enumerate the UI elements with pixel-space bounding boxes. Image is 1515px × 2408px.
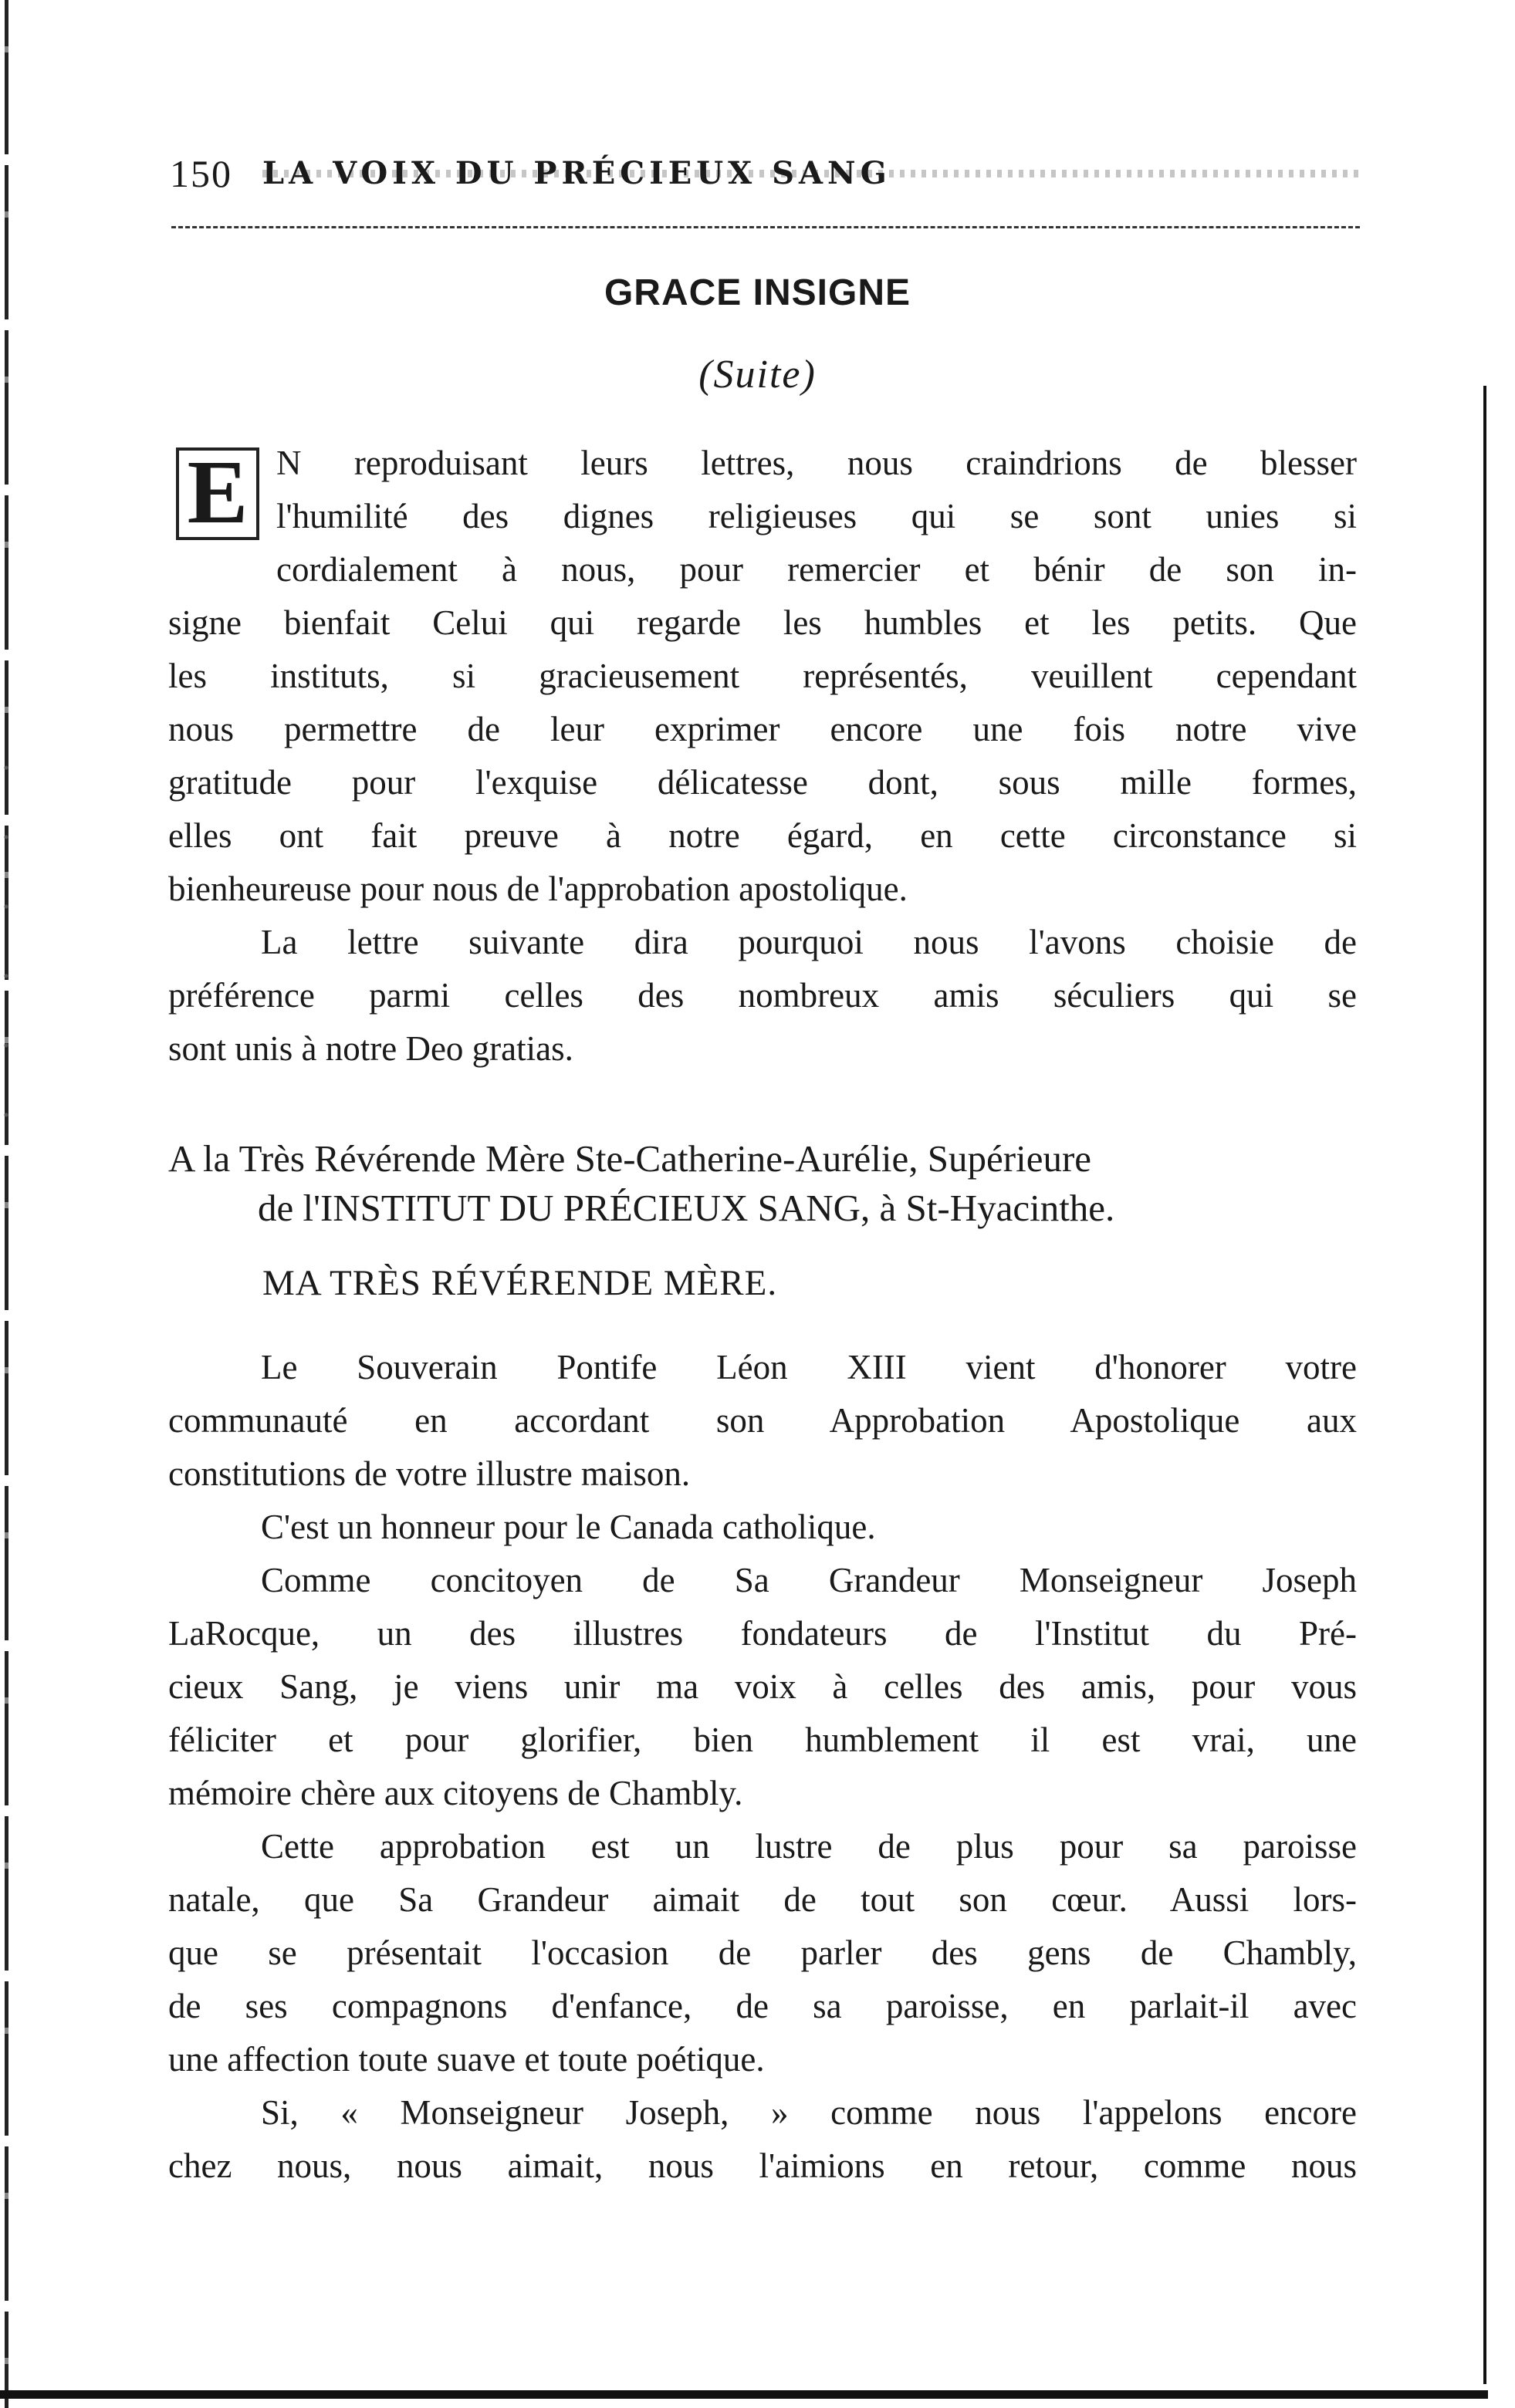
text-line: Le Souverain Pontife Léon XIII vient d'honorer votre xyxy=(261,1348,1357,1386)
drop-cap: E xyxy=(176,447,259,540)
text-line: Comme concitoyen de Sa Grandeur Monseigneur Joseph xyxy=(261,1561,1357,1599)
text-line: féliciter et pour glorifier, bien humblement il est vrai, une xyxy=(168,1721,1357,1759)
text-line: de ses compagnons d'enfance, de sa paroisse, en parlait-il avec xyxy=(168,1987,1357,2025)
margin-specks xyxy=(3,733,9,1119)
address-line: de l'INSTITUT DU PRÉCIEUX SANG, à St-Hyacinthe. xyxy=(258,1187,1115,1229)
text-line: nous permettre de leur exprimer encore une fois notre vive xyxy=(168,710,1357,748)
section-title: GRACE INSIGNE xyxy=(604,272,911,313)
text-line: communauté en accordant son Approbation Apostolique aux xyxy=(168,1401,1357,1440)
text-line: chez nous, nous aimait, nous l'aimions en retour, comme nous xyxy=(168,2146,1357,2185)
text-line: Cette approbation est un lustre de plus pour sa paroisse xyxy=(261,1827,1357,1866)
text-line: sont unis à notre Deo gratias. xyxy=(168,1029,573,1068)
running-title: LA VOIX DU PRÉCIEUX SANG xyxy=(262,153,1358,194)
text-line: La lettre suivante dira pourquoi nous l'avons choisie de xyxy=(261,923,1357,961)
text-line: LaRocque, un des illustres fondateurs de l'Institut du Pré- xyxy=(168,1614,1357,1653)
page-number: 150 xyxy=(170,152,232,195)
right-page-edge xyxy=(1483,386,1486,2384)
text-line: gratitude pour l'exquise délicatesse dont, sous mille formes, xyxy=(168,763,1357,802)
header-rule xyxy=(171,226,1360,228)
text-line: préférence parmi celles des nombreux amis séculiers qui se xyxy=(168,976,1357,1015)
text-line: natale, que Sa Grandeur aimait de tout son cœur. Aussi lors- xyxy=(168,1880,1357,1919)
text-line: que se présentait l'occasion de parler des gens de Chambly, xyxy=(168,1933,1357,1972)
section-subtitle: (Suite) xyxy=(698,353,817,397)
letter-salutation: MA TRÈS RÉVÉRENDE MÈRE. xyxy=(262,1263,778,1303)
bottom-page-edge xyxy=(0,2390,1488,2399)
text-line: les instituts, si gracieusement représentés, veuillent cependant xyxy=(168,657,1357,695)
text-line: bienheureuse pour nous de l'approbation apostolique. xyxy=(168,870,908,908)
text-line: une affection toute suave et toute poétique. xyxy=(168,2040,765,2079)
text-line: elles ont fait preuve à notre égard, en cette circonstance si xyxy=(168,816,1357,855)
text-line: signe bienfait Celui qui regarde les humbles et les petits. Que xyxy=(168,603,1357,642)
text-line: C'est un honneur pour le Canada catholique. xyxy=(261,1508,876,1546)
intro-paragraph xyxy=(168,437,1357,1076)
letter-body xyxy=(168,1341,1357,2193)
text-line: N reproduisant leurs lettres, nous craindrions de blesser xyxy=(276,444,1357,482)
text-line: cordialement à nous, pour remercier et bénir de son in- xyxy=(276,550,1357,589)
text-line: l'humilité des dignes religieuses qui se sont unies si xyxy=(276,497,1357,535)
letter-address xyxy=(168,1134,1372,1233)
address-line: A la Très Révérende Mère Ste-Catherine-Aurélie, Supérieure xyxy=(168,1137,1092,1180)
text-line: cieux Sang, je viens unir ma voix à celles des amis, pour vous xyxy=(168,1667,1357,1706)
text-line: mémoire chère aux citoyens de Chambly. xyxy=(168,1774,743,1812)
text-line: constitutions de votre illustre maison. xyxy=(168,1454,691,1493)
text-line: Si, « Monseigneur Joseph, » comme nous l'appelons encore xyxy=(261,2093,1357,2132)
